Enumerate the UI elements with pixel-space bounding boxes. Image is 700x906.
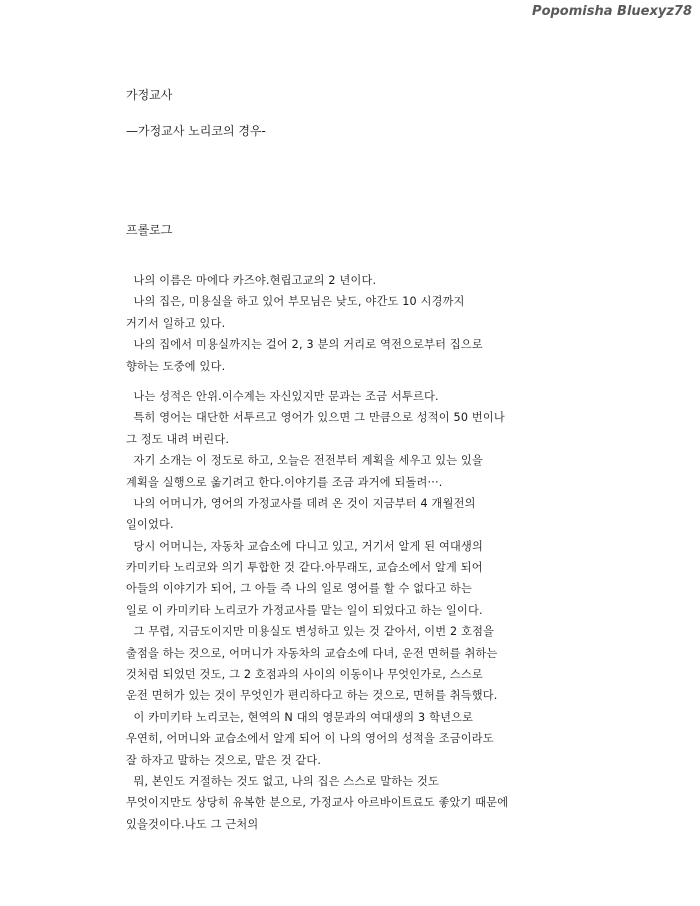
text-line: 계획을 실행으로 옮기려고 한다.이야기를 조금 과거에 되돌려···. (126, 475, 443, 489)
text-line: 그 무렵, 지금도이지만 미용실도 변성하고 있는 것 같아서, 이번 2 호점을 (126, 625, 495, 639)
text-line: 일로 이 카미키타 노리코가 가정교사를 맡는 일이 되었다고 하는 일이다. (126, 603, 483, 617)
section-heading: 프롤로그 (126, 223, 173, 237)
text-line: 뭐, 본인도 거절하는 것도 없고, 나의 집은 스스로 말하는 것도 (126, 774, 440, 788)
text-line: 자기 소개는 이 정도로 하고, 오늘은 전전부터 계획을 세우고 있는 있을 (126, 454, 484, 468)
text-line: 있을것이다.나도 그 근처의 (126, 817, 259, 831)
text-line: 나의 집은, 미용실을 하고 있어 부모님은 낮도, 야간도 10 시경까지 (126, 295, 465, 309)
document-subtitle: —가정교사 노리코의 경우- (126, 124, 266, 138)
text-line: 출점을 하는 것으로, 어머니가 자동차의 교습소에 다녀, 운전 면허를 취하는 (126, 646, 498, 660)
text-line: 나의 이름은 마에다 카즈야.현립고교의 2 년이다. (126, 274, 377, 287)
text-line: 카미키타 노리코와 의기 투합한 것 같다.아무래도, 교습소에서 알게 되어 (126, 561, 483, 575)
text-line: 나의 어머니가, 영어의 가정교사를 데려 온 것이 지금부터 4 개월전의 (126, 496, 476, 510)
document-title: 가정교사 (126, 88, 173, 102)
watermark: Popomisha Bluexyz78 (532, 4, 692, 19)
text-line: 잘 하자고 말하는 것으로, 맡은 것 같다. (126, 753, 322, 767)
text-line: 일이었다. (126, 518, 174, 532)
text-line: 특히 영어는 대단한 서투르고 영어가 있으면 그 만큼으로 성적이 50 번이나 (126, 411, 505, 425)
text-line: 나의 집에서 미용실까지는 걸어 2, 3 분의 거리로 역전으로부터 집으로 (126, 338, 483, 352)
text-line: 이 카미키타 노리코는, 현역의 N 대의 영문과의 여대생의 3 학년으로 (126, 710, 474, 724)
paragraph-gap (126, 377, 586, 386)
text-line: 것처럼 되었던 것도, 그 2 호점과의 사이의 이동이나 무엇인가로, 스스로 (126, 668, 483, 682)
text-line: 나는 성적은 안위.이수계는 자신있지만 문과는 조금 서투르다. (126, 389, 439, 403)
text-line: 무엇이지만도 상당히 유복한 분으로, 가정교사 아르바이트료도 좋았기 때문에 (126, 796, 509, 810)
text-line: 운전 면허가 있는 것이 무엇인가 편리하다고 하는 것으로, 면허를 취득했다. (126, 689, 498, 703)
text-line: 향하는 도중에 있다. (126, 359, 226, 373)
paragraph-2 (126, 386, 586, 835)
body-text (126, 270, 586, 835)
text-line: 우연히, 어머니와 교습소에서 알게 되어 이 나의 영어의 성적을 조금이라도 (126, 732, 494, 746)
text-line: 당시 어머니는, 자동차 교습소에 다니고 있고, 거기서 알게 된 여대생의 (126, 539, 484, 553)
text-line: 그 정도 내려 버린다. (126, 432, 230, 446)
paragraph-1 (126, 270, 586, 377)
text-line: 아들의 이야기가 되어, 그 아들 즉 나의 일로 영어를 할 수 없다고 하는 (126, 582, 473, 596)
text-line: 거기서 일하고 있다. (126, 316, 226, 330)
